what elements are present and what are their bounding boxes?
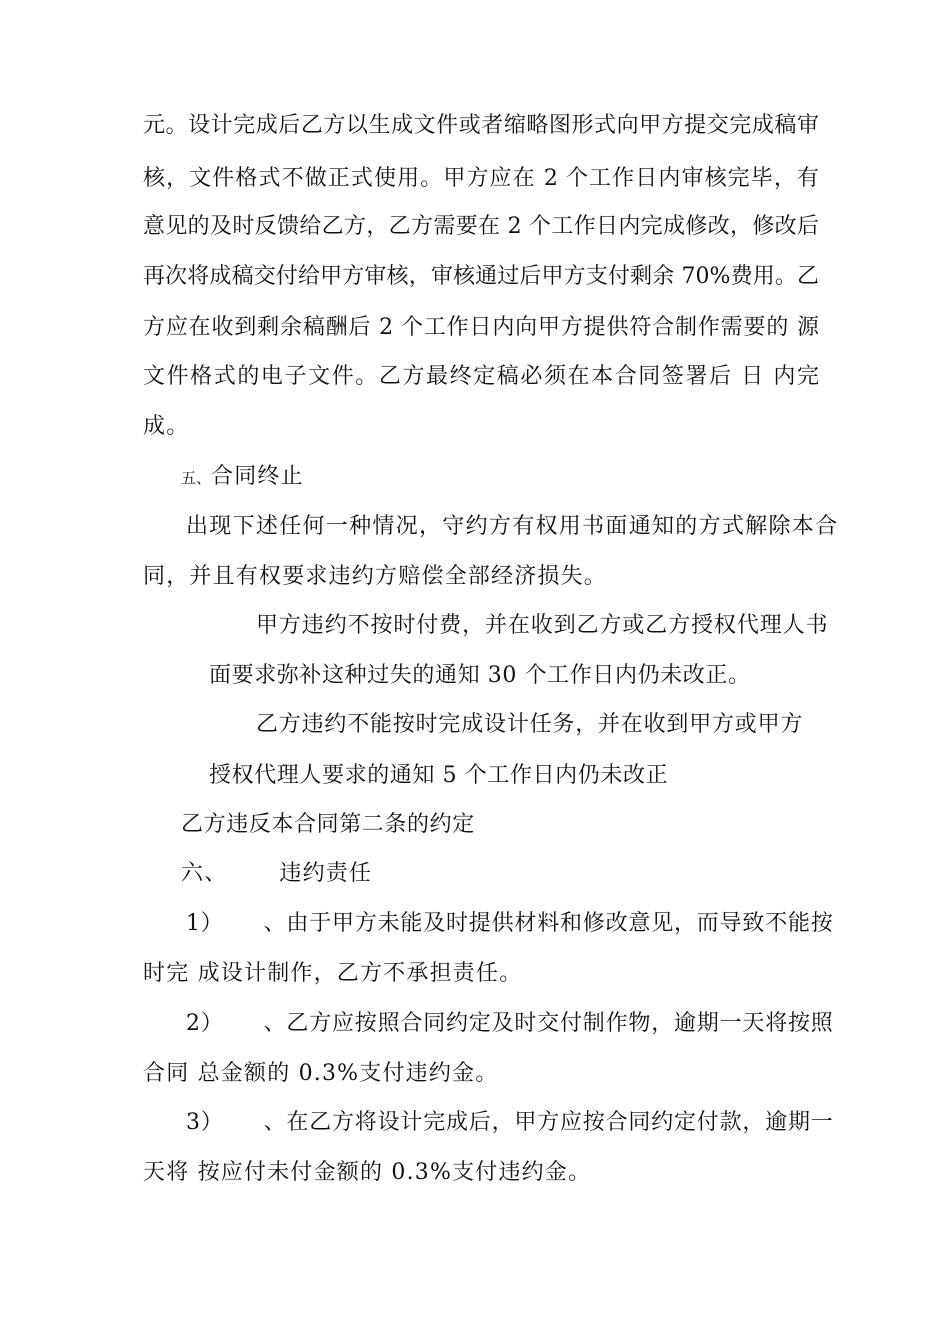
paragraph-line: 元。设计完成后乙方以生成文件或者缩略图形式向甲方提交完成稿审 [143,113,819,138]
item-text: 、乙方应按照合同约定及时交付制作物，逾期一天将按照 [263,1011,834,1036]
paragraph-line: 出现下述任何一种情况，守约方有权用书面通知的方式解除本合 [186,514,839,539]
paragraph-line: 天将 按应付未付金额的 0.3%支付违约金。 [143,1160,592,1185]
item-number: 3） [186,1110,224,1135]
paragraph-line: 成。 [143,414,190,439]
paragraph-line: 意见的及时反馈给乙方，乙方需要在 2 个工作日内完成修改，修改后 [143,214,819,239]
clause-line: 乙方违反本合同第二条的约定 [181,812,475,837]
section-title: 合同终止 [211,464,304,489]
paragraph-line: 再次将成稿交付给甲方审核，审核通过后甲方支付剩余 70%费用。乙 [143,264,819,289]
clause-line: 面要求弥补这种过失的通知 30 个工作日内仍未改正。 [209,663,751,688]
paragraph-line: 时完 成设计制作，乙方不承担责任。 [143,961,523,986]
liability-item [186,1010,834,1038]
section-six-heading [181,860,372,888]
item-text: 、在乙方将设计完成后，甲方应按合同约定付款，逾期一 [263,1110,834,1135]
section-number: 五、 [181,469,212,487]
item-number: 2） [186,1011,224,1036]
item-text: 、由于甲方未能及时提供材料和修改意见，而导致不能按 [263,911,834,936]
liability-item [186,1109,834,1137]
paragraph-line: 合同 总金额的 0.3%支付违约金。 [143,1061,499,1086]
clause-line: 授权代理人要求的通知 5 个工作日内仍未改正 [209,763,669,788]
paragraph-line: 同，并且有权要求违约方赔偿全部经济损失。 [143,564,608,589]
paragraph-line: 方应在收到剩余稿酬后 2 个工作日内向甲方提供符合制作需要的 源 [143,315,819,340]
clause-line: 乙方违约不能按时完成设计任务，并在收到甲方或甲方 [256,712,804,737]
paragraph-line: 文件格式的电子文件。乙方最终定稿必须在本合同签署后 日 内完 [143,364,819,389]
paragraph-line: 核，文件格式不做正式使用。甲方应在 2 个工作日内审核完毕，有 [143,166,819,191]
section-five-heading [181,463,304,492]
liability-item [186,910,834,938]
section-title: 违约责任 [279,861,373,886]
clause-line: 甲方违约不按时付费，并在收到乙方或乙方授权代理人书 [256,613,829,638]
item-number: 1） [186,911,224,936]
section-number: 六、 [181,861,228,886]
